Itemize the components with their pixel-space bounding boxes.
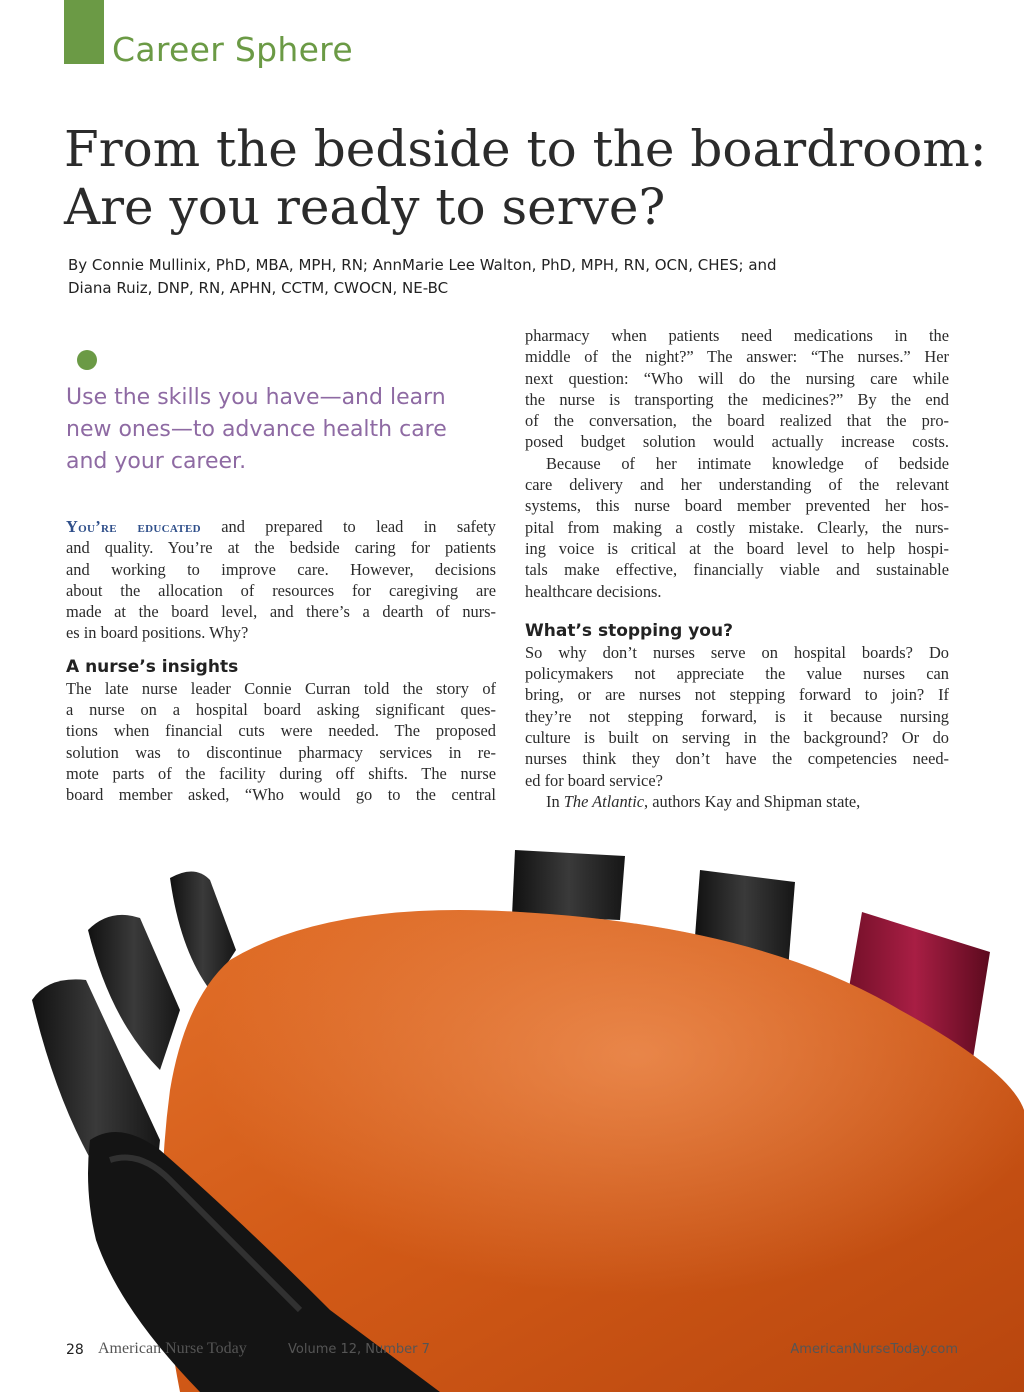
text-line: nurses think they don’t have the competencies need- <box>525 749 949 769</box>
author-byline <box>68 254 928 300</box>
pullquote-line-2: new ones—to advance health care <box>66 417 447 442</box>
section-color-bar <box>64 0 104 64</box>
text-line: systems, this nurse board member prevented her hos- <box>525 496 949 516</box>
pullquote-line-1: Use the skills you have—and learn <box>66 385 446 410</box>
text-line: about the allocation of resources for caregiving are <box>66 580 496 600</box>
text-line: they’re not stepping forward, is it because nursing <box>525 706 949 726</box>
text-line: So why don’t nurses serve on hospital boards? Do <box>525 642 949 662</box>
text-line: bring, or are nurses not stepping forward to join? If <box>525 685 949 705</box>
pullquote-bullet-icon <box>77 350 97 370</box>
subhead-whats-stopping-you: What’s stopping you? <box>525 620 733 641</box>
boardroom-table-photo <box>0 840 1024 1392</box>
text-line: es in board positions. Why? <box>66 623 249 643</box>
text-line: board member asked, “Who would go to the central <box>66 785 496 805</box>
volume-issue: Volume 12, Number 7 <box>288 1342 430 1357</box>
text-line: You’re educated and prepared to lead in safety <box>66 517 496 536</box>
text-line: and working to improve care. However, decisions <box>66 559 496 579</box>
page-footer <box>0 1340 1024 1362</box>
website-url[interactable]: AmericanNurseToday.com <box>790 1342 958 1357</box>
text-line: ing voice is critical at the board level to help hospi- <box>525 538 949 558</box>
section-title: Career Sphere <box>112 30 353 69</box>
byline-line-2: Diana Ruiz, DNP, RN, APHN, CCTM, CWOCN, NE-BC <box>68 279 449 297</box>
text-line: the nurse is transporting the medicines?” By the end <box>525 389 949 409</box>
text-line: of the conversation, the board realized that the pro- <box>525 411 949 431</box>
headline-line-1: From the bedside to the boardroom: <box>64 120 987 178</box>
text-line: and quality. You’re at the bedside caring for patients <box>66 538 496 558</box>
article-column-right <box>525 325 949 812</box>
text-line: solution was to discontinue pharmacy services in re- <box>66 742 496 762</box>
headline-line-2: Are you ready to serve? <box>64 178 666 236</box>
text-line: healthcare decisions. <box>525 581 662 601</box>
text-line: The late nurse leader Connie Curran told the story of <box>66 678 496 698</box>
text-line: next question: “Who will do the nursing care while <box>525 368 949 388</box>
text-line: posed budget solution would actually increase costs. <box>525 432 949 452</box>
pullquote-line-3: and your career. <box>66 449 247 474</box>
text-line: tions when financial cuts were needed. The proposed <box>66 721 496 741</box>
text-line: tals make effective, financially viable and sustainable <box>525 560 949 580</box>
text-line: pharmacy when patients need medications in the <box>525 326 949 345</box>
text-line: pital from making a costly mistake. Clearly, the nurs- <box>525 517 949 537</box>
chair-back-1 <box>512 850 625 920</box>
text-line: middle of the night?” The answer: “The nurses.” Her <box>525 347 949 367</box>
text-line: policymakers not appreciate the value nurses can <box>525 664 949 684</box>
magazine-name: American Nurse Today <box>98 1340 247 1357</box>
text-line: culture is built on serving in the background? Or do <box>525 728 949 748</box>
intro-lead-in: You’re educated <box>66 517 201 536</box>
text-line: mote parts of the facility during off shifts. The nurse <box>66 763 496 783</box>
pull-quote <box>66 382 486 478</box>
text-line: ed for board service? <box>525 770 663 790</box>
article-headline <box>64 120 994 236</box>
text-line: care delivery and her understanding of the relevant <box>525 475 949 495</box>
publication-title: The Atlantic <box>563 791 645 811</box>
byline-line-1: By Connie Mullinix, PhD, MBA, MPH, RN; AnnMarie Lee Walton, PhD, MPH, RN, OCN, CHES; and <box>68 256 777 274</box>
text-line: Because of her intimate knowledge of bedside <box>546 453 949 473</box>
subhead-nurses-insights: A nurse’s insights <box>66 656 239 677</box>
text-line: In The Atlantic, authors Kay and Shipman state, <box>546 791 861 811</box>
text-line: made at the board level, and there’s a dearth of nurs- <box>66 602 496 622</box>
article-column-left <box>66 516 496 806</box>
page-number: 28 <box>66 1342 84 1358</box>
text-line: a nurse on a hospital board asking significant ques- <box>66 700 496 720</box>
